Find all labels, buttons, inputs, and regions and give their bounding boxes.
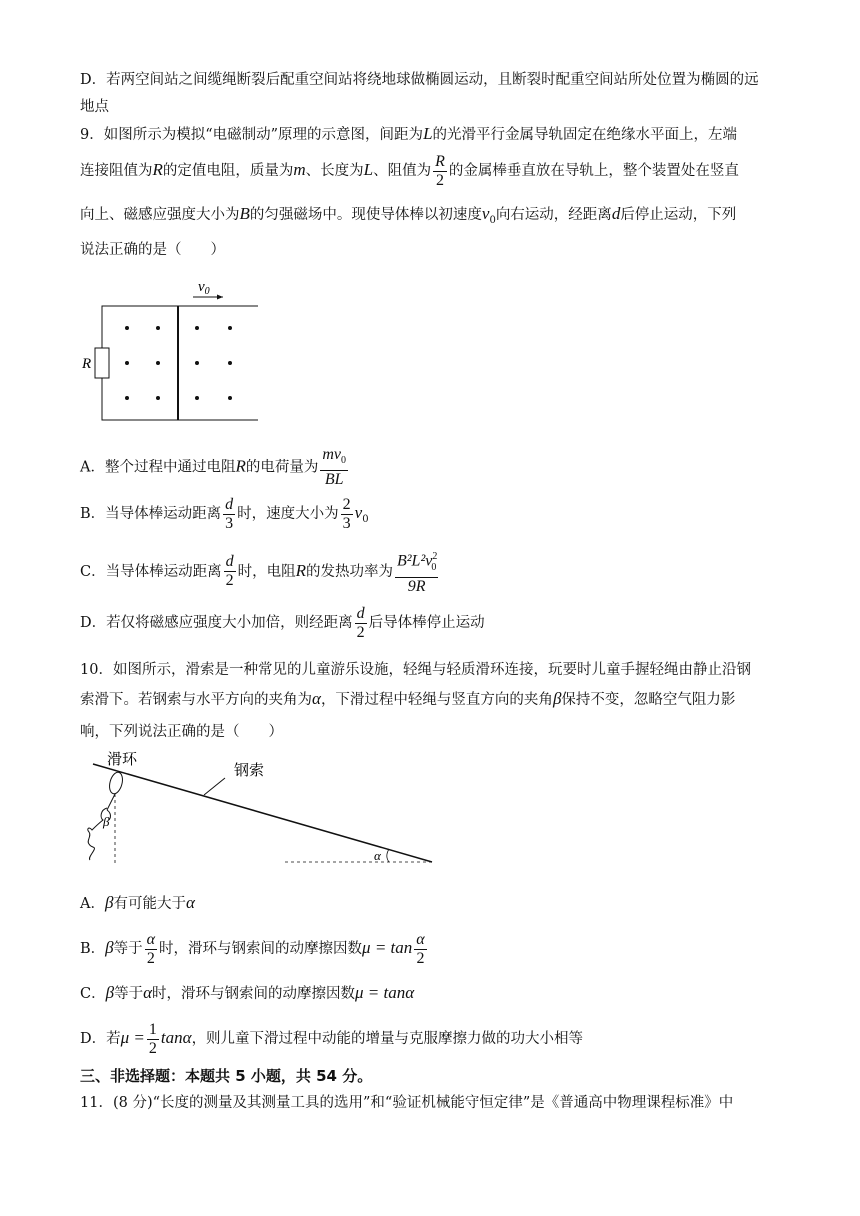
- q11-stem-line1: 11．(8 分)“长度的测量及其测量工具的选用”和“验证机械能守恒定律”是《普通高中物理课程标准》中: [80, 1095, 734, 1111]
- q10-zipline-diagram: [80, 746, 440, 868]
- q10-option-b: B．β等于 $\frac{\alpha}{2}$ 时，滑环与钢索间的动摩擦因数μ = tan $\frac{\alpha}{2}$: [80, 930, 425, 967]
- slide-ring: [107, 771, 124, 795]
- cable-label: 钢索: [234, 763, 265, 779]
- q9-rail-circuit-diagram: [80, 275, 270, 425]
- q9-stem-line1: 9．如图所示为模拟“电磁制动”原理的示意图，间距为L的光滑平行金属导轨固定在绝缘水平面上，左端: [80, 124, 738, 143]
- q10-stem-line3: 响，下列说法正确的是（ ）: [80, 724, 283, 740]
- q10-option-d: D．若μ = $\frac{1}{2}$ tanα，则儿童下滑过程中动能的增量与克服摩擦力做的功大小相等: [80, 1020, 584, 1057]
- q8-option-d-line2: 地点: [80, 99, 109, 115]
- q10-option-c: C．β等于α时，滑环与钢索间的动摩擦因数μ = tanα: [80, 983, 415, 1002]
- resistor: [95, 348, 109, 378]
- q9-stem-line4: 说法正确的是（ ）: [80, 242, 225, 258]
- q9-option-d: D．若仅将磁感应强度大小加倍，则经距离 $\frac{d}{2}$ 后导体棒停止运动: [80, 604, 485, 641]
- q9-option-a: A．整个过程中通过电阻R的电荷量为 $\frac{mv_0}{BL}$: [80, 446, 347, 489]
- resistor-label: R: [82, 356, 92, 372]
- velocity-label: $v_0$: [198, 279, 210, 297]
- q8-option-d-line1: D．若两空间站之间缆绳断裂后配重空间站将绕地球做椭圆运动，且断裂时配重空间站所处位置为椭圆的远: [80, 72, 759, 88]
- q10-stem-line2: 索滑下。若钢索与水平方向的夹角为α，下滑过程中轻绳与竖直方向的夹角β保持不变，忽略空气阻力影: [80, 689, 736, 708]
- q9-stem-line2: 连接阻值为R的定值电阻，质量为m、长度为L、阻值为 $\frac{R}{2}$ 的金属棒垂直放在导轨上，整个装置处在竖直: [80, 152, 739, 189]
- q10-stem-line1: 10．如图所示，滑索是一种常见的儿童游乐设施，轻绳与轻质滑环连接，玩要时儿童手握轻绳由静止沿钢: [80, 662, 751, 678]
- q10-option-a: A．β有可能大于α: [80, 893, 195, 912]
- q9-option-b: B．当导体棒运动距离 $\frac{d}{3}$ 时，速度大小为 $\frac{2}{3}$ $v_0$: [80, 495, 369, 532]
- ring-label: 滑环: [107, 752, 138, 768]
- alpha-label: α: [374, 848, 381, 863]
- q9-stem-line3: 向上、磁感应强度大小为B的匀强磁场中。现使导体棒以初速度$v_0$向右运动，经距离d后停止运动，下列: [80, 204, 737, 226]
- beta-label: β: [103, 814, 110, 829]
- section-3-heading: 三、非选择题：本题共 5 小题，共 54 分。: [80, 1067, 373, 1085]
- q9-option-c: C．当导体棒运动距离 $\frac{d}{2}$ 时，电阻R的发热功率为 $\frac{B^2L^2v^2_0}{9R}$: [80, 548, 440, 596]
